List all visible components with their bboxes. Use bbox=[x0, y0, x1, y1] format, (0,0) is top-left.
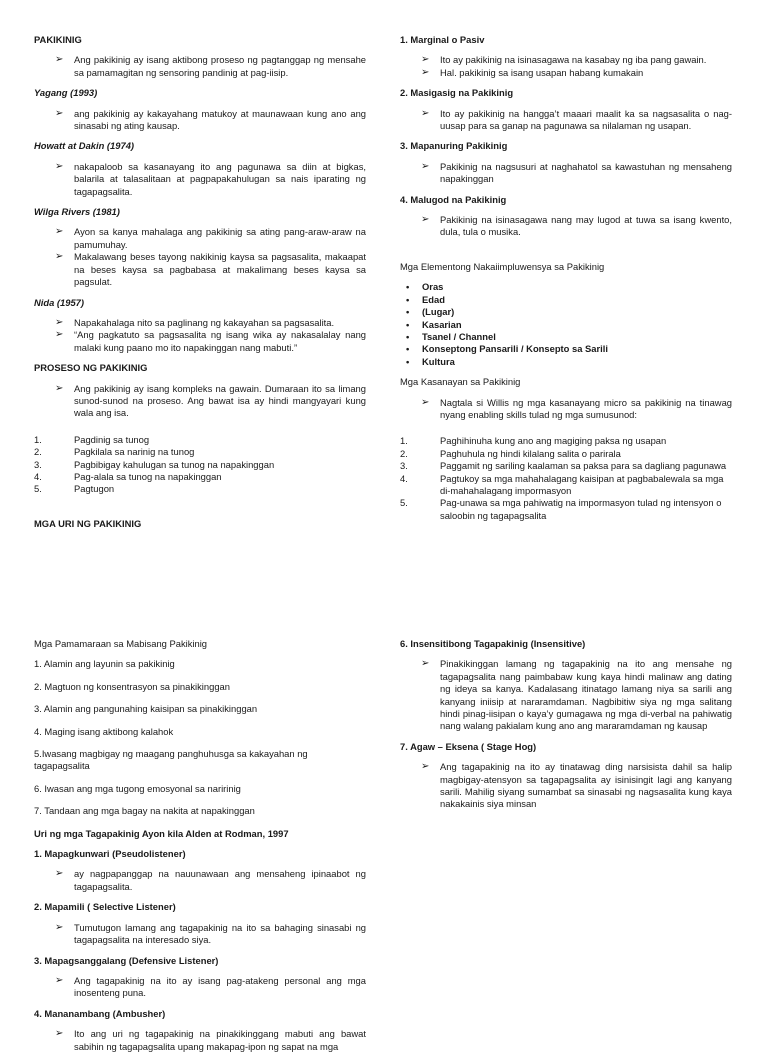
list-item: 3. Pagbibigay kahulugan sa tunog na napakinggan bbox=[34, 458, 275, 470]
list-item: ➢ Pakikinig na nagsusuri at naghahatol sa kawastuhan ng mensaheng napakinggan bbox=[421, 160, 732, 185]
arrow-bullet-icon: ➢ bbox=[55, 382, 64, 394]
list-item: 5. Pag-unawa sa mga pahiwatig na impormasyon tulad ng intensyon o saloobin ng tagapagsalita bbox=[400, 497, 722, 521]
proseso-heading: PROSESO NG PAKIKINIG bbox=[34, 362, 148, 374]
marginal-heading: 1. Marginal o Pasiv bbox=[400, 34, 485, 45]
mapagkunwari-heading: 1. Mapagkunwari (Pseudolistener) bbox=[34, 848, 186, 860]
bullet-dot-icon: • bbox=[406, 355, 410, 367]
proseso-steps bbox=[34, 434, 366, 496]
arrow-bullet-icon: ➢ bbox=[55, 226, 64, 238]
agaw-list bbox=[400, 761, 732, 811]
mapagsanggalang-list bbox=[34, 975, 366, 1000]
list-item: ➢ Ang tagapakinig na ito ay tinatawag ding narsisista dahil sa halip magbigay-atensyon sa tagapagsalita ay isinisingit lagi ang kanyang sarili. Mahilig siyang sumambat sa sinasabi ng nagsasalita kung kaya nakakainis siya minsan bbox=[421, 761, 732, 810]
bullet-dot-icon: • bbox=[406, 281, 410, 293]
pakikinig-list bbox=[34, 54, 366, 79]
right-column-top bbox=[400, 34, 732, 530]
kasanayan-intro bbox=[400, 397, 732, 422]
list-item: ➢ Ito ay pakikinig na isinasagawa na kasabay ng iba pang gawain. bbox=[421, 54, 707, 66]
list-item: 2. Pagkilala sa narinig na tunog bbox=[34, 446, 195, 458]
howatt-heading: Howatt at Dakin (1974) bbox=[34, 140, 135, 152]
nida-heading: Nida (1957) bbox=[34, 296, 85, 308]
arrow-bullet-icon: ➢ bbox=[421, 396, 430, 408]
list-item: 4. Pagtukoy sa mga mahahalagang kaisipan at pagbabalewala sa mga di-mahahalagang impormasyon bbox=[400, 472, 724, 496]
arrow-bullet-icon: ➢ bbox=[55, 868, 64, 880]
mananambang-list bbox=[34, 1028, 366, 1053]
list-item: ➢ Pinakikinggan lamang ng tagapakinig na ito ang mensahe ng tagapagsalita nang paimbabaw kung kaya hindi malinaw ang dating ng ideya sa kanya. Kadalasang itinatago lamang niya sa sarili ang kanyang iniisip at nararamdaman. Nagbibitiw siya ng mga salitang hindi pinag-iisipan o kaya’y gumagawa ng mga di-verbal na pahiwatig nang walang pakialam kung ano ang mararamdaman ng kausap bbox=[421, 658, 732, 732]
list-item: ➢ ay nagpapanggap na nauunawaan ang mensaheng ipinaabot ng tagapagsalita. bbox=[55, 868, 366, 892]
list-item: ➢ Tumutugon lamang ang tagapakinig na ito sa bahaging sinasabi ng tagapagsalita na interesado siya. bbox=[55, 921, 366, 946]
yagang-list bbox=[34, 108, 366, 133]
list-item: • Konseptong Pansarili / Konsepto sa Sarili bbox=[406, 343, 608, 355]
list-item: ➢ Ang pakikinig ay isang kompleks na gawain. Dumaraan ito sa limang sunod-sunod na proseso. Ang bawat isa ay hindi mangyayari kung wala ang isa. bbox=[55, 382, 366, 419]
list-item: 6. Iwasan ang mga tugong emosyonal sa naririnig bbox=[34, 782, 241, 794]
arrow-bullet-icon: ➢ bbox=[55, 329, 64, 341]
kasanayan-list bbox=[400, 435, 732, 522]
list-item: ➢ ang pakikinig ay kakayahang matukoy at maunawaan kung ano ang sinasabi ng ating kausap. bbox=[55, 107, 366, 132]
malugod-list bbox=[400, 214, 732, 239]
howatt-list bbox=[34, 161, 366, 198]
list-item: 1. Paghihinuha kung ano ang magiging paksa ng usapan bbox=[400, 435, 667, 447]
mapagkunwari-list bbox=[34, 868, 366, 893]
yagang-heading: Yagang (1993) bbox=[34, 87, 98, 99]
list-item: ➢ Hal. pakikinig sa isang usapan habang kumakain bbox=[421, 66, 644, 78]
list-item: • Edad bbox=[406, 293, 445, 305]
list-item: 1. Pagdinig sa tunog bbox=[34, 433, 150, 445]
arrow-bullet-icon: ➢ bbox=[421, 54, 430, 66]
list-item: • Kultura bbox=[406, 355, 455, 367]
mapagsanggalang-heading: 3. Mapagsanggalang (Defensive Listener) bbox=[34, 954, 219, 966]
bullet-dot-icon: • bbox=[406, 343, 410, 355]
arrow-bullet-icon: ➢ bbox=[421, 658, 430, 670]
left-column-bottom bbox=[34, 638, 366, 1061]
arrow-bullet-icon: ➢ bbox=[55, 54, 64, 66]
wilga-list bbox=[34, 226, 366, 288]
mapanuring-heading: 3. Mapanuring Pakikinig bbox=[400, 140, 508, 152]
wilga-heading: Wilga Rivers (1981) bbox=[34, 206, 120, 218]
list-item: ➢ Ayon sa kanya mahalaga ang pakikinig sa ating pang-araw-araw na pamumuhay. bbox=[55, 226, 366, 250]
list-item: 7. Tandaan ang mga bagay na nakita at napakinggan bbox=[34, 805, 255, 817]
bullet-dot-icon: • bbox=[406, 330, 410, 342]
mga-uri-heading: MGA URI NG PAKIKINIG bbox=[34, 517, 142, 529]
mapamili-heading: 2. Mapamili ( Selective Listener) bbox=[34, 901, 176, 913]
pakikinig-heading: PAKIKINIG bbox=[34, 34, 82, 45]
list-item: 4. Pag-alala sa tunog na napakinggan bbox=[34, 470, 222, 482]
page-top bbox=[0, 0, 768, 529]
masigasig-list bbox=[400, 108, 732, 133]
malugod-heading: 4. Malugod na Pakikinig bbox=[400, 193, 507, 205]
pamamaraan-heading: Mga Pamamaraan sa Mabisang Pakikinig bbox=[34, 638, 208, 649]
agaw-heading: 7. Agaw – Eksena ( Stage Hog) bbox=[400, 740, 537, 752]
nida-list bbox=[34, 317, 366, 354]
insensitibong-list bbox=[400, 658, 732, 732]
list-item: • (Lugar) bbox=[406, 306, 455, 318]
arrow-bullet-icon: ➢ bbox=[421, 761, 430, 773]
list-item: 5. Pagtugon bbox=[34, 483, 115, 495]
list-item: • Tsanel / Channel bbox=[406, 330, 496, 342]
insensitibong-heading: 6. Insensitibong Tagapakinig (Insensitive) bbox=[400, 638, 586, 649]
mapamili-list bbox=[34, 922, 366, 947]
list-item: 3. Alamin ang pangunahing kaisipan sa pinakikinggan bbox=[34, 703, 258, 715]
arrow-bullet-icon: ➢ bbox=[55, 160, 64, 172]
arrow-bullet-icon: ➢ bbox=[421, 107, 430, 119]
elemento-list bbox=[400, 281, 732, 368]
arrow-bullet-icon: ➢ bbox=[55, 316, 64, 328]
page-bottom bbox=[0, 512, 768, 1052]
list-item: • Kasarian bbox=[406, 318, 462, 330]
arrow-bullet-icon: ➢ bbox=[421, 160, 430, 172]
list-item: 5.Iwasang magbigay ng maagang panghuhusga sa kakayahan ng tagapagsalita bbox=[34, 748, 308, 772]
list-item: ➢ Pakikinig na isinasagawa nang may lugod at tuwa sa isang kwento, dula, tula o musika. bbox=[421, 214, 732, 238]
marginal-list bbox=[400, 54, 732, 79]
arrow-bullet-icon: ➢ bbox=[55, 921, 64, 933]
mananambang-heading: 4. Mananambang (Ambusher) bbox=[34, 1007, 166, 1019]
list-item: 2. Magtuon ng konsentrasyon sa pinakikinggan bbox=[34, 680, 230, 692]
list-item: 1. Alamin ang layunin sa pakikinig bbox=[34, 658, 175, 670]
arrow-bullet-icon: ➢ bbox=[421, 214, 430, 226]
list-item: ➢ nakapaloob sa kasanayang ito ang pagunawa sa diin at bigkas, balarila at talasalitaan at pagpapakahulugan sa nais iparating ng tagapagsalita. bbox=[55, 160, 366, 197]
masigasig-heading: 2. Masigasig na Pakikinig bbox=[400, 87, 514, 99]
list-item: ➢ Ito ang uri ng tagapakinig na pinakikinggang mabuti ang bawat sabihin ng tagapagsalita upang makapag-ipon ng sapat na mga bbox=[55, 1028, 366, 1052]
bullet-dot-icon: • bbox=[406, 318, 410, 330]
bullet-dot-icon: • bbox=[406, 306, 410, 318]
list-item: 4. Maging isang aktibong kalahok bbox=[34, 725, 174, 737]
right-column-bottom bbox=[400, 638, 732, 819]
arrow-bullet-icon: ➢ bbox=[55, 974, 64, 986]
list-item: • Oras bbox=[406, 281, 444, 293]
list-item: ➢ Makalawang beses tayong nakikinig kaysa sa pagsasalita, makaapat na beses kaysa sa pagbabasa at makalimang beses kaysa sa pagsulat. bbox=[55, 251, 366, 288]
uri-tagapakinig-heading: Uri ng mga Tagapakinig Ayon kila Alden at Rodman, 1997 bbox=[34, 827, 289, 839]
list-item: 2. Paghuhula ng hindi kilalang salita o parirala bbox=[400, 447, 621, 459]
proseso-list bbox=[34, 383, 366, 420]
left-column-top bbox=[34, 34, 366, 538]
elemento-heading: Mga Elementong Nakaiimpluwensya sa Pakikinig bbox=[400, 260, 605, 272]
list-item: ➢ Ang pakikinig ay isang aktibong proseso ng pagtanggap ng mensahe sa pamamagitan ng sensoring pandinig at pag-iisip. bbox=[55, 54, 366, 78]
arrow-bullet-icon: ➢ bbox=[55, 251, 64, 263]
list-item: ➢ “Ang pagkatuto sa pagsasalita ng isang wika ay nakasalalay nang malaki kung paano mo ito napakinggan nang mabuti.” bbox=[55, 329, 366, 353]
list-item: ➢ Ito ay pakikinig na hangga’t maaari maalit ka sa nagsasalita o nag-uusap para sa ganap na pagunawa sa nilalaman ng usapan. bbox=[421, 107, 732, 132]
arrow-bullet-icon: ➢ bbox=[55, 1028, 64, 1040]
list-item: ➢ Nagtala si Willis ng mga kasanayang micro sa pakikinig na tinawag nyang enabling skills tulad ng mga sumusunod: bbox=[421, 396, 732, 420]
list-item: ➢ Ang tagapakinig na ito ay isang pag-atakeng personal ang mga inosenteng puna. bbox=[55, 974, 366, 999]
bullet-dot-icon: • bbox=[406, 293, 410, 305]
kasanayan-heading: Mga Kasanayan sa Pakikinig bbox=[400, 376, 521, 388]
arrow-bullet-icon: ➢ bbox=[55, 107, 64, 119]
arrow-bullet-icon: ➢ bbox=[421, 66, 430, 78]
mapanuring-list bbox=[400, 161, 732, 186]
list-item: ➢ Napakahalaga nito sa paglinang ng kakayahan sa pagsasalita. bbox=[55, 316, 335, 328]
list-item: 3. Paggamit ng sariling kaalaman sa paksa para sa dagliang pagunawa bbox=[400, 460, 727, 472]
